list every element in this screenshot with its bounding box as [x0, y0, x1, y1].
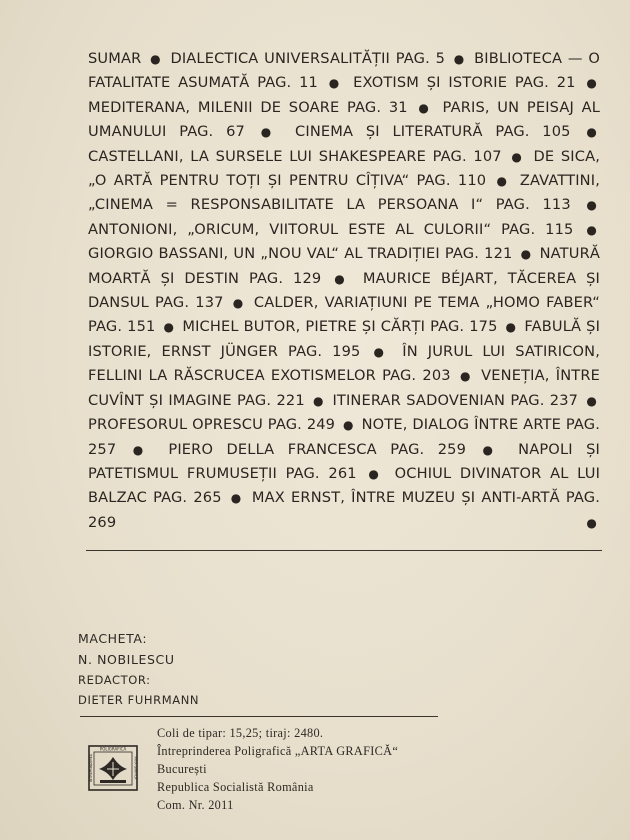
bullet-separator-icon: ● [459, 369, 472, 384]
toc-entry: NAPOLI ȘI PATETISMUL FRUMUSEȚII PAG. 261 [88, 440, 600, 482]
imprint-divider-rule [80, 716, 438, 717]
sumar-heading: SUMAR [88, 50, 142, 67]
toc-entry: PIERO DELLA FRANCESCA PAG. 259 [168, 440, 467, 458]
toc-entry: PROFESORUL OPRESCU PAG. 249 [88, 416, 336, 434]
redactor-name: DIETER FUHRMANN [78, 693, 200, 707]
bullet-separator-icon: ● [586, 393, 597, 408]
toc-entry: MICHEL BUTOR, PIETRE ȘI CĂRȚI PAG. 175 [182, 318, 498, 336]
bullet-separator-icon: ● [313, 393, 325, 408]
bullet-separator-icon: ● [328, 76, 343, 91]
table-of-contents [88, 47, 600, 535]
printer-name: Întreprinderea Poligrafică „ARTA GRAFICĂ“ [157, 744, 399, 758]
bullet-separator-icon: ● [132, 442, 152, 457]
bullet-separator-icon: ● [230, 491, 243, 506]
bullet-separator-icon: ● [505, 320, 517, 335]
order-number: Com. Nr. 2011 [157, 798, 234, 812]
bullet-separator-icon: ● [586, 222, 597, 237]
toc-entry: DE SICA, „O ARTĂ PENTRU TOȚI ȘI PENTRU CÎȚIVA“ PAG. 110 [88, 147, 601, 190]
bullet-separator-icon: ● [520, 247, 532, 262]
bullet-separator-icon: ● [150, 52, 162, 66]
bullet-separator-icon: ● [586, 515, 597, 530]
toc-entry: PARIS, UN PEISAJ AL UMANULUI PAG. 67 [88, 98, 600, 141]
toc-entry: CASTELLANI, LA SURSELE LUI SHAKESPEARE PAG. 107 [88, 147, 502, 165]
print-info: Coli de tipar: 15,25; tiraj: 2480. [157, 726, 324, 740]
toc-entry: EXOTISM ȘI ISTORIE PAG. 21 [353, 74, 576, 92]
toc-entry: ZAVATTINI, „CINEMA = RESPONSABILITATE LA PERSOANA I“ PAG. 113 [88, 172, 600, 214]
bullet-separator-icon: ● [482, 442, 502, 457]
macheta-label: MACHETA: [78, 631, 148, 646]
bullet-separator-icon: ● [418, 100, 432, 115]
redactor-label: REDACTOR: [78, 673, 151, 687]
toc-entry: ÎN JURUL LUI SATIRICON, FELLINI LA RĂSCRUCEA EXOTISMELOR PAG. 203 [88, 342, 601, 385]
toc-entry: ANTONIONI, „ORICUM, VIITORUL ESTE AL CULORII“ PAG. 115 [88, 220, 574, 238]
toc-entry: MEDITERANA, MILENII DE SOARE PAG. 31 [88, 98, 408, 116]
toc-entry: FABULĂ ȘI ISTORIE, ERNST JÜNGER PAG. 195 [88, 318, 601, 360]
toc-entry: ITINERAR SADOVENIAN PAG. 237 [332, 391, 579, 409]
bullet-separator-icon: ● [343, 418, 354, 433]
toc-entry: DIALECTICA UNIVERSALITĂȚII PAG. 5 [170, 50, 446, 67]
macheta-name: N. NOBILESCU [78, 652, 175, 667]
bullet-separator-icon: ● [511, 149, 524, 164]
bullet-separator-icon: ● [368, 466, 383, 481]
divider-rule [86, 550, 602, 551]
toc-entry: BIBLIOTECA — O FATALITATE ASUMATĂ PAG. 11 [88, 50, 600, 92]
bullet-separator-icon: ● [586, 198, 597, 213]
bullet-separator-icon: ● [260, 125, 280, 140]
bullet-separator-icon: ● [163, 320, 175, 335]
bullet-separator-icon: ● [586, 125, 597, 140]
toc-entry: CINEMA ȘI LITERATURĂ PAG. 105 [295, 123, 571, 141]
poligrafica-logo-icon [88, 745, 138, 791]
logo-text-top: POLIGRAFICĂ [99, 746, 127, 752]
bullet-separator-icon: ● [496, 174, 510, 189]
toc-entry: OCHIUL DIVINATOR AL LUI BALZAC PAG. 265 [88, 464, 601, 507]
printer-city: București [157, 762, 207, 776]
logo-text-left: ÎNTREPRINDEREA [89, 754, 94, 782]
toc-entry: NOTE, DIALOG ÎNTRE ARTE PAG. 257 [88, 416, 600, 458]
toc-entry: CALDER, VARIAȚIUNI PE TEMA „HOMO FABER“ PAG. 151 [88, 294, 600, 336]
logo-text-right: ARTA GRAFICĂ [133, 756, 138, 780]
bullet-separator-icon: ● [453, 52, 466, 66]
toc-entry: GIORGIO BASSANI, UN „NOU VAL“ AL TRADIȚIEI PAG. 121 [88, 245, 513, 263]
bullet-separator-icon: ● [373, 344, 390, 359]
toc-entry: VENEȚIA, ÎNTRE CUVÎNT ȘI IMAGINE PAG. 221 [88, 367, 600, 409]
toc-entry: MAURICE BÉJART, TĂCEREA ȘI DANSUL PAG. 137 [88, 269, 600, 312]
bullet-separator-icon: ● [334, 271, 350, 286]
toc-entry: MAX ERNST, ÎNTRE MUZEU ȘI ANTI-ARTĂ PAG. 269 [88, 489, 601, 531]
toc-entry: NATURĂ MOARTĂ ȘI DESTIN PAG. 129 [88, 245, 600, 287]
bullet-separator-icon: ● [586, 76, 597, 91]
printer-country: Republica Socialistă România [157, 780, 314, 794]
bullet-separator-icon: ● [232, 296, 245, 311]
